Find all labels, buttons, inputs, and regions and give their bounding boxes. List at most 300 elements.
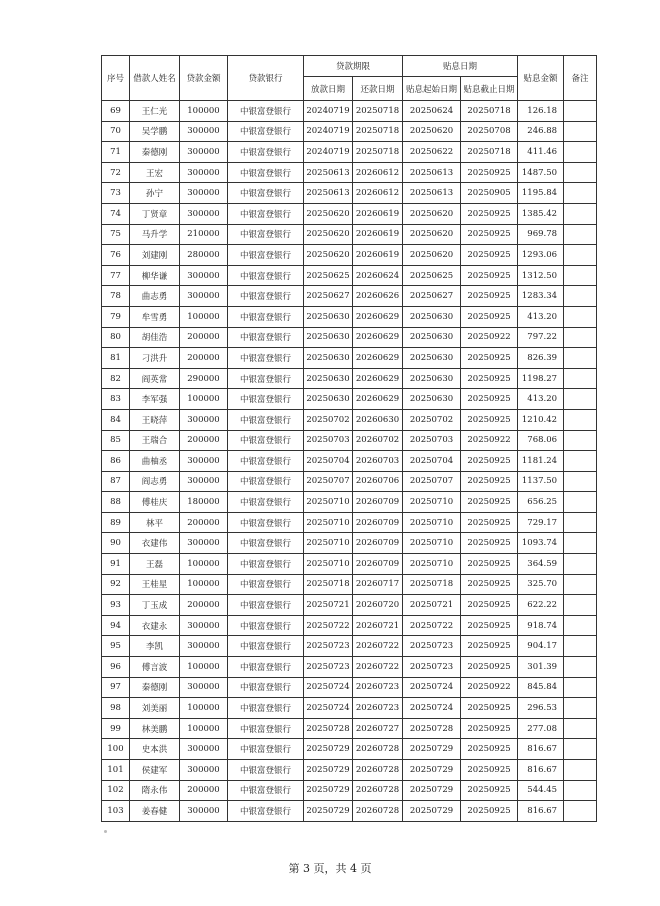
table-row (102, 760, 597, 781)
row-seq: 83 (102, 389, 130, 410)
row-bank: 中银富登银行 (228, 492, 304, 513)
row-remark (564, 451, 597, 472)
row-amount: 200000 (180, 430, 228, 451)
row-subsidy-amount: 816.67 (518, 801, 564, 822)
row-subsidy-start: 20250724 (403, 698, 461, 719)
row-subsidy-start: 20250724 (403, 677, 461, 698)
row-loan-end: 20260629 (353, 327, 403, 348)
row-loan-end: 20260629 (353, 368, 403, 389)
row-amount: 100000 (180, 101, 228, 122)
row-subsidy-start: 20250723 (403, 657, 461, 678)
row-loan-end: 20260619 (353, 224, 403, 245)
row-subsidy-amount: 544.45 (518, 780, 564, 801)
table-row (102, 677, 597, 698)
row-borrower: 阎志勇 (130, 471, 180, 492)
row-loan-end: 20260709 (353, 492, 403, 513)
row-bank: 中银富登银行 (228, 533, 304, 554)
row-amount: 180000 (180, 492, 228, 513)
row-loan-start: 20250728 (304, 718, 353, 739)
row-subsidy-end: 20250925 (461, 245, 518, 266)
row-subsidy-amount: 277.08 (518, 718, 564, 739)
row-amount: 100000 (180, 554, 228, 575)
row-subsidy-start: 20250723 (403, 636, 461, 657)
table-row (102, 451, 597, 472)
row-bank: 中银富登银行 (228, 245, 304, 266)
row-subsidy-start: 20250624 (403, 101, 461, 122)
row-loan-end: 20260629 (353, 389, 403, 410)
row-loan-start: 20250721 (304, 595, 353, 616)
row-remark (564, 512, 597, 533)
row-remark (564, 739, 597, 760)
row-borrower: 曲志勇 (130, 286, 180, 307)
row-amount: 300000 (180, 162, 228, 183)
row-subsidy-amount: 413.20 (518, 389, 564, 410)
row-loan-start: 20240719 (304, 142, 353, 163)
row-seq: 100 (102, 739, 130, 760)
table-row (102, 780, 597, 801)
row-loan-end: 20260709 (353, 533, 403, 554)
row-remark (564, 101, 597, 122)
row-bank: 中银富登银行 (228, 451, 304, 472)
row-bank: 中银富登银行 (228, 595, 304, 616)
row-loan-end: 20260722 (353, 636, 403, 657)
row-subsidy-end: 20250925 (461, 203, 518, 224)
row-borrower: 牟雪勇 (130, 306, 180, 327)
row-subsidy-end: 20250925 (461, 533, 518, 554)
row-seq: 102 (102, 780, 130, 801)
row-loan-end: 20260717 (353, 574, 403, 595)
header-subsidy-end: 贴息截止日期 (461, 77, 518, 101)
table-row (102, 286, 597, 307)
row-loan-start: 20250707 (304, 471, 353, 492)
row-bank: 中银富登银行 (228, 203, 304, 224)
row-bank: 中银富登银行 (228, 471, 304, 492)
row-bank: 中银富登银行 (228, 718, 304, 739)
row-subsidy-end: 20250925 (461, 657, 518, 678)
row-amount: 300000 (180, 203, 228, 224)
row-subsidy-amount: 1210.42 (518, 409, 564, 430)
row-borrower: 李凯 (130, 636, 180, 657)
row-loan-end: 20260723 (353, 677, 403, 698)
row-remark (564, 142, 597, 163)
row-loan-start: 20250613 (304, 162, 353, 183)
row-seq: 93 (102, 595, 130, 616)
row-seq: 99 (102, 718, 130, 739)
row-subsidy-start: 20250613 (403, 162, 461, 183)
header-subsidy-period: 贴息日期 (403, 56, 518, 77)
row-subsidy-end: 20250922 (461, 327, 518, 348)
header-bank: 贷款银行 (228, 56, 304, 101)
table-row (102, 574, 597, 595)
row-subsidy-start: 20250620 (403, 203, 461, 224)
row-subsidy-amount: 1195.84 (518, 183, 564, 204)
table-body (102, 101, 597, 822)
row-loan-end: 20250718 (353, 142, 403, 163)
row-borrower: 李军强 (130, 389, 180, 410)
row-subsidy-start: 20250613 (403, 183, 461, 204)
row-remark (564, 533, 597, 554)
table-row (102, 533, 597, 554)
header-subsidy-start: 贴息起始日期 (403, 77, 461, 101)
row-subsidy-end: 20250925 (461, 471, 518, 492)
row-subsidy-end: 20250905 (461, 183, 518, 204)
row-subsidy-start: 20250722 (403, 615, 461, 636)
table-row (102, 327, 597, 348)
row-subsidy-start: 20250620 (403, 121, 461, 142)
row-subsidy-start: 20250710 (403, 554, 461, 575)
row-bank: 中银富登银行 (228, 615, 304, 636)
row-remark (564, 595, 597, 616)
row-subsidy-end: 20250925 (461, 162, 518, 183)
table-row (102, 368, 597, 389)
row-subsidy-amount: 797.22 (518, 327, 564, 348)
row-bank: 中银富登银行 (228, 801, 304, 822)
page-footer: 第 3 页，共 4 页 (288, 862, 372, 875)
table-row (102, 554, 597, 575)
row-subsidy-start: 20250630 (403, 327, 461, 348)
row-seq: 89 (102, 512, 130, 533)
row-subsidy-amount: 816.67 (518, 739, 564, 760)
row-bank: 中银富登银行 (228, 286, 304, 307)
row-borrower: 王磊 (130, 554, 180, 575)
row-subsidy-start: 20250703 (403, 430, 461, 451)
table-row (102, 718, 597, 739)
row-subsidy-end: 20250925 (461, 636, 518, 657)
row-amount: 300000 (180, 636, 228, 657)
row-amount: 300000 (180, 265, 228, 286)
row-subsidy-amount: 364.59 (518, 554, 564, 575)
table-row (102, 615, 597, 636)
row-borrower: 王瑞合 (130, 430, 180, 451)
row-seq: 75 (102, 224, 130, 245)
row-subsidy-start: 20250710 (403, 492, 461, 513)
scan-speck (104, 830, 107, 833)
row-borrower: 曲柚丞 (130, 451, 180, 472)
row-subsidy-end: 20250708 (461, 121, 518, 142)
row-subsidy-start: 20250620 (403, 224, 461, 245)
row-subsidy-start: 20250729 (403, 760, 461, 781)
row-subsidy-end: 20250925 (461, 595, 518, 616)
row-bank: 中银富登银行 (228, 142, 304, 163)
row-loan-start: 20250710 (304, 512, 353, 533)
row-seq: 95 (102, 636, 130, 657)
row-loan-end: 20260629 (353, 306, 403, 327)
row-subsidy-amount: 969.78 (518, 224, 564, 245)
table-row (102, 306, 597, 327)
row-loan-end: 20260624 (353, 265, 403, 286)
row-subsidy-amount: 1312.50 (518, 265, 564, 286)
row-subsidy-end: 20250925 (461, 801, 518, 822)
row-borrower: 王桂星 (130, 574, 180, 595)
row-bank: 中银富登银行 (228, 224, 304, 245)
row-remark (564, 327, 597, 348)
row-amount: 300000 (180, 615, 228, 636)
row-amount: 300000 (180, 286, 228, 307)
row-remark (564, 718, 597, 739)
row-seq: 84 (102, 409, 130, 430)
table-row (102, 162, 597, 183)
row-subsidy-end: 20250925 (461, 389, 518, 410)
row-subsidy-start: 20250702 (403, 409, 461, 430)
row-remark (564, 183, 597, 204)
row-bank: 中银富登银行 (228, 636, 304, 657)
row-loan-start: 20250723 (304, 636, 353, 657)
row-subsidy-start: 20250729 (403, 780, 461, 801)
row-subsidy-start: 20250630 (403, 368, 461, 389)
row-loan-end: 20260706 (353, 471, 403, 492)
row-amount: 300000 (180, 533, 228, 554)
row-seq: 91 (102, 554, 130, 575)
row-seq: 96 (102, 657, 130, 678)
row-amount: 300000 (180, 409, 228, 430)
row-loan-end: 20260727 (353, 718, 403, 739)
row-subsidy-start: 20250707 (403, 471, 461, 492)
row-loan-end: 20260728 (353, 780, 403, 801)
row-amount: 200000 (180, 512, 228, 533)
row-subsidy-end: 20250925 (461, 492, 518, 513)
table-row (102, 348, 597, 369)
row-loan-start: 20250710 (304, 492, 353, 513)
row-borrower: 秦德刚 (130, 142, 180, 163)
row-loan-start: 20250630 (304, 389, 353, 410)
row-bank: 中银富登银行 (228, 698, 304, 719)
row-loan-end: 20260619 (353, 245, 403, 266)
row-subsidy-end: 20250925 (461, 574, 518, 595)
row-amount: 300000 (180, 801, 228, 822)
row-subsidy-amount: 411.46 (518, 142, 564, 163)
row-subsidy-start: 20250718 (403, 574, 461, 595)
row-loan-end: 20260721 (353, 615, 403, 636)
row-seq: 69 (102, 101, 130, 122)
row-loan-end: 20260709 (353, 512, 403, 533)
row-remark (564, 409, 597, 430)
row-borrower: 傅言波 (130, 657, 180, 678)
header-amount: 贷款金额 (180, 56, 228, 101)
row-amount: 290000 (180, 368, 228, 389)
row-remark (564, 615, 597, 636)
table-row (102, 389, 597, 410)
row-subsidy-end: 20250925 (461, 286, 518, 307)
table-row (102, 183, 597, 204)
table-row (102, 801, 597, 822)
row-bank: 中银富登银行 (228, 265, 304, 286)
row-bank: 中银富登银行 (228, 430, 304, 451)
row-subsidy-start: 20250729 (403, 801, 461, 822)
row-loan-end: 20260728 (353, 760, 403, 781)
row-remark (564, 471, 597, 492)
row-loan-start: 20250729 (304, 780, 353, 801)
row-bank: 中银富登银行 (228, 512, 304, 533)
row-bank: 中银富登银行 (228, 574, 304, 595)
row-subsidy-start: 20250625 (403, 265, 461, 286)
row-subsidy-amount: 246.88 (518, 121, 564, 142)
row-loan-start: 20250630 (304, 327, 353, 348)
row-subsidy-start: 20250704 (403, 451, 461, 472)
row-subsidy-end: 20250925 (461, 306, 518, 327)
row-seq: 80 (102, 327, 130, 348)
row-bank: 中银富登银行 (228, 657, 304, 678)
row-seq: 94 (102, 615, 130, 636)
row-subsidy-end: 20250718 (461, 142, 518, 163)
header-loan-end: 还款日期 (353, 77, 403, 101)
row-borrower: 隋永伟 (130, 780, 180, 801)
row-loan-start: 20250724 (304, 698, 353, 719)
row-borrower: 阎英常 (130, 368, 180, 389)
table-row (102, 142, 597, 163)
row-subsidy-start: 20250728 (403, 718, 461, 739)
table-row (102, 512, 597, 533)
row-loan-end: 20250718 (353, 101, 403, 122)
row-subsidy-amount: 816.67 (518, 760, 564, 781)
row-loan-start: 20250627 (304, 286, 353, 307)
row-loan-start: 20250704 (304, 451, 353, 472)
row-amount: 100000 (180, 698, 228, 719)
row-subsidy-amount: 845.84 (518, 677, 564, 698)
row-borrower: 马升学 (130, 224, 180, 245)
header-seq: 序号 (102, 56, 130, 101)
row-borrower: 王仁光 (130, 101, 180, 122)
row-loan-start: 20250630 (304, 348, 353, 369)
row-remark (564, 677, 597, 698)
row-amount: 300000 (180, 121, 228, 142)
row-loan-start: 20250620 (304, 245, 353, 266)
table-row (102, 224, 597, 245)
row-seq: 90 (102, 533, 130, 554)
row-amount: 300000 (180, 451, 228, 472)
row-amount: 300000 (180, 677, 228, 698)
row-borrower: 王宏 (130, 162, 180, 183)
row-borrower: 姜春健 (130, 801, 180, 822)
row-borrower: 刁洪升 (130, 348, 180, 369)
row-borrower: 吴学鹏 (130, 121, 180, 142)
row-loan-start: 20250729 (304, 801, 353, 822)
row-subsidy-start: 20250627 (403, 286, 461, 307)
row-remark (564, 636, 597, 657)
row-loan-end: 20260709 (353, 554, 403, 575)
row-subsidy-end: 20250925 (461, 698, 518, 719)
row-loan-end: 20260612 (353, 183, 403, 204)
row-subsidy-start: 20250630 (403, 306, 461, 327)
row-amount: 200000 (180, 348, 228, 369)
row-subsidy-end: 20250925 (461, 368, 518, 389)
row-bank: 中银富登银行 (228, 121, 304, 142)
row-remark (564, 574, 597, 595)
row-subsidy-amount: 1198.27 (518, 368, 564, 389)
header-loan-period: 贷款期限 (304, 56, 403, 77)
row-subsidy-end: 20250925 (461, 554, 518, 575)
row-bank: 中银富登银行 (228, 739, 304, 760)
row-borrower: 林美鹏 (130, 718, 180, 739)
row-loan-end: 20260630 (353, 409, 403, 430)
row-loan-end: 20260728 (353, 739, 403, 760)
row-loan-start: 20250620 (304, 203, 353, 224)
row-seq: 85 (102, 430, 130, 451)
row-subsidy-amount: 656.25 (518, 492, 564, 513)
row-seq: 71 (102, 142, 130, 163)
table-row (102, 739, 597, 760)
row-subsidy-amount: 1487.50 (518, 162, 564, 183)
row-seq: 98 (102, 698, 130, 719)
table-row (102, 636, 597, 657)
row-subsidy-amount: 1385.42 (518, 203, 564, 224)
row-subsidy-amount: 126.18 (518, 101, 564, 122)
row-remark (564, 389, 597, 410)
row-subsidy-end: 20250925 (461, 265, 518, 286)
row-loan-start: 20250729 (304, 760, 353, 781)
table-row (102, 698, 597, 719)
row-subsidy-end: 20250925 (461, 760, 518, 781)
row-borrower: 胡佳浩 (130, 327, 180, 348)
row-bank: 中银富登银行 (228, 780, 304, 801)
row-remark (564, 306, 597, 327)
table-row (102, 595, 597, 616)
row-subsidy-start: 20250729 (403, 739, 461, 760)
row-subsidy-end: 20250925 (461, 451, 518, 472)
row-loan-end: 20260728 (353, 801, 403, 822)
row-loan-end: 20260722 (353, 657, 403, 678)
row-subsidy-start: 20250630 (403, 389, 461, 410)
row-borrower: 刘美丽 (130, 698, 180, 719)
row-loan-start: 20240719 (304, 101, 353, 122)
row-amount: 200000 (180, 595, 228, 616)
row-subsidy-amount: 729.17 (518, 512, 564, 533)
row-seq: 72 (102, 162, 130, 183)
row-amount: 300000 (180, 142, 228, 163)
row-subsidy-amount: 904.17 (518, 636, 564, 657)
row-bank: 中银富登银行 (228, 183, 304, 204)
row-loan-start: 20250723 (304, 657, 353, 678)
row-loan-end: 20260723 (353, 698, 403, 719)
row-subsidy-end: 20250925 (461, 718, 518, 739)
row-bank: 中银富登银行 (228, 327, 304, 348)
row-bank: 中银富登银行 (228, 162, 304, 183)
row-bank: 中银富登银行 (228, 760, 304, 781)
row-bank: 中银富登银行 (228, 389, 304, 410)
row-loan-start: 20250724 (304, 677, 353, 698)
row-remark (564, 780, 597, 801)
row-subsidy-end: 20250922 (461, 677, 518, 698)
row-amount: 300000 (180, 760, 228, 781)
row-borrower: 林平 (130, 512, 180, 533)
row-subsidy-amount: 301.39 (518, 657, 564, 678)
row-loan-start: 20250702 (304, 409, 353, 430)
table-header (102, 56, 597, 101)
row-remark (564, 348, 597, 369)
row-loan-start: 20250630 (304, 368, 353, 389)
table-row (102, 471, 597, 492)
row-remark (564, 286, 597, 307)
row-amount: 280000 (180, 245, 228, 266)
row-amount: 210000 (180, 224, 228, 245)
row-amount: 300000 (180, 739, 228, 760)
row-subsidy-amount: 826.39 (518, 348, 564, 369)
row-loan-start: 20250703 (304, 430, 353, 451)
row-loan-start: 20250710 (304, 554, 353, 575)
row-subsidy-end: 20250925 (461, 780, 518, 801)
table-row (102, 657, 597, 678)
row-subsidy-amount: 622.22 (518, 595, 564, 616)
row-remark (564, 245, 597, 266)
row-amount: 100000 (180, 718, 228, 739)
row-subsidy-end: 20250925 (461, 512, 518, 533)
row-seq: 76 (102, 245, 130, 266)
row-loan-start: 20250718 (304, 574, 353, 595)
row-subsidy-end: 20250925 (461, 224, 518, 245)
row-subsidy-end: 20250922 (461, 430, 518, 451)
table-row (102, 121, 597, 142)
row-bank: 中银富登银行 (228, 306, 304, 327)
row-subsidy-end: 20250925 (461, 615, 518, 636)
